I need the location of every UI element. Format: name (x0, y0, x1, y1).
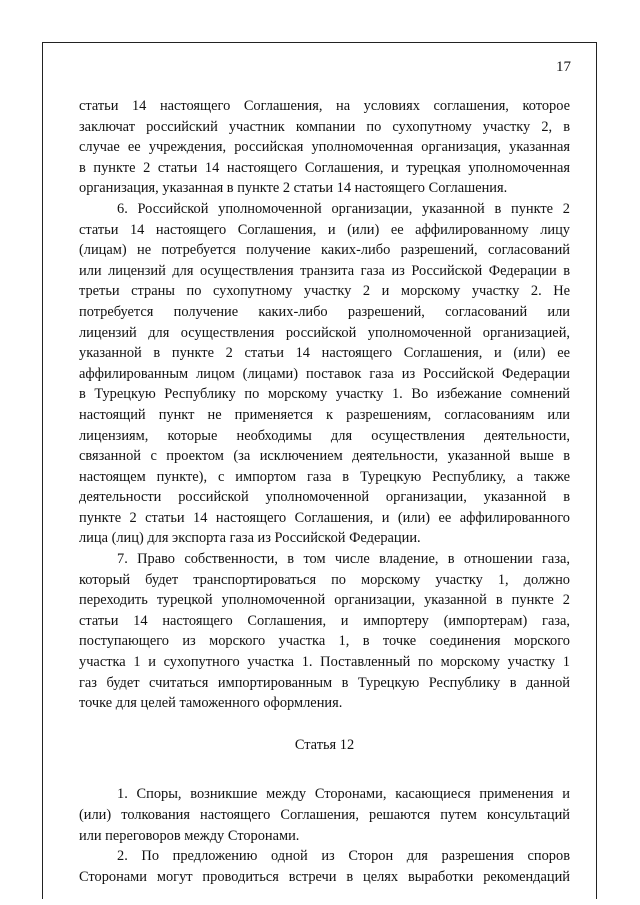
text-line: 7. Право собственности, в том числе владение, в отношении газа, (117, 551, 570, 568)
document-body (79, 96, 570, 887)
text-line: заключат российский участник компании по сухопутному участку 2, в (79, 118, 570, 135)
article-12-paragraph-1 (79, 784, 570, 846)
text-line: аффилированным лицом (лицами) поставок газа из Российской Федерации (79, 365, 570, 382)
text-line: который будет транспортироваться по морскому участку 1, должно (79, 571, 570, 588)
text-line: точке для целей таможенного оформления. (79, 695, 343, 712)
text-line: 1. Споры, возникшие между Сторонами, касающиеся применения и (117, 786, 570, 803)
article-heading: Статья 12 (294, 736, 355, 753)
text-line: статьи 14 настоящего Соглашения, и (или) ее аффилированному лицу (79, 221, 570, 238)
text-line: в Турецкую Республику по морскому участку 1. Во избежание сомнений (79, 386, 570, 403)
text-line: поступающего из морского участка 1, в точке соединения морского (79, 633, 570, 650)
text-line: статьи 14 настоящего Соглашения, на условиях соглашения, которое (79, 98, 570, 114)
text-line: случае ее учреждения, российская уполномоченная организация, указанная (79, 139, 570, 156)
text-line: газ будет считаться импортированным в Турецкую Республику в данной (79, 674, 570, 691)
text-line: 6. Российской уполномоченной организации, указанной в пункте 2 (117, 200, 570, 217)
page-number: 17 (556, 59, 571, 75)
text-line: или переговоров между Сторонами. (79, 827, 300, 844)
text-line: организация, указанная в пункте 2 статьи 14 настоящего Соглашения. (79, 180, 508, 197)
text-line: переходить турецкой уполномоченной организации, указанной в пункте 2 (79, 592, 570, 609)
text-line: Сторонами могут проводиться встречи в целях выработки рекомендаций (79, 868, 570, 885)
text-line: пункте 2 статьи 14 настоящего Соглашения, и (или) ее аффилированного (79, 509, 570, 526)
text-line: (или) толкования настоящего Соглашения, решаются путем консультаций (79, 807, 570, 823)
text-line: указанной в пункте 2 статьи 14 настоящего Соглашения, и (или) ее (79, 345, 570, 362)
text-line: участка 1 и сухопутного участка 1. Поставленный по морскому участку 1 (79, 654, 570, 671)
text-line: лицензиям, которые необходимы для осуществления деятельности, (79, 427, 570, 444)
text-line: в пункте 2 статьи 14 настоящего Соглашения, и турецкая уполномоченная (79, 159, 570, 176)
paragraph-7 (79, 549, 570, 714)
text-line: или лицензий для осуществления транзита газа из Российской Федерации в (79, 262, 570, 279)
text-line: лица (лиц) для экспорта газа из Российской Федерации. (79, 530, 421, 547)
text-line: настоящем пункте), с импортом газа в Турецкую Республику, а также (79, 468, 570, 485)
text-line: настоящий пункт не применяется к разрешениям, согласованиям или (79, 406, 570, 423)
text-line: статьи 14 настоящего Соглашения, и импортеру (импортерам) газа, (79, 612, 570, 629)
paragraph-6 (79, 199, 570, 549)
text-line: деятельности российской уполномоченной организации, указанной в (79, 489, 570, 506)
article-12-paragraph-2 (79, 846, 570, 887)
text-line: третьи страны по сухопутному участку 2 и морскому участку 2. Не (79, 283, 570, 300)
text-line: потребуется получение каких-либо разрешений, согласований или (79, 303, 570, 320)
text-line: связанной с проектом (за исключением деятельности, указанной выше в (79, 448, 570, 465)
text-line: (лицам) не потребуется получение каких-либо разрешений, согласований (79, 242, 570, 259)
text-line: лицензий для осуществления российской уполномоченной организацией, (79, 324, 570, 341)
paragraph-continued (79, 96, 570, 199)
text-line: 2. По предложению одной из Сторон для разрешения споров (117, 848, 570, 865)
